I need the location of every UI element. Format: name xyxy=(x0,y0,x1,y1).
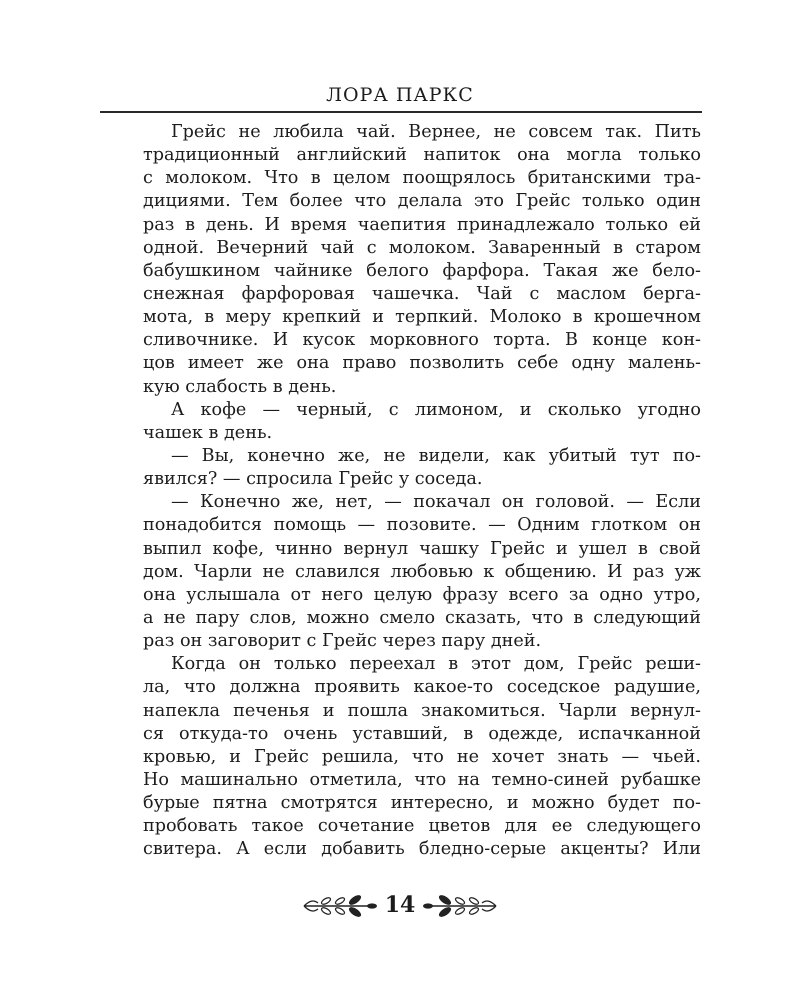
text-line: бабушкином чайнике белого фарфора. Такая же бело- xyxy=(143,260,701,281)
text-line: А кофе — черный, с лимоном, и сколько угодно xyxy=(171,399,701,420)
text-line: Но машинально отметила, что на темно-синей рубашке xyxy=(143,769,701,790)
text-line: явился? — спросила Грейс у соседа. xyxy=(143,469,483,490)
text-line: кую слабость в день. xyxy=(143,376,337,397)
text-line: — Конечно же, нет, — покачал он головой. — Если xyxy=(171,492,701,513)
text-line: — Вы, конечно же, не видели, как убитый тут по- xyxy=(171,445,701,466)
text-line: Грейс не любила чай. Вернее, не совсем так. Пить xyxy=(171,122,701,142)
running-header-author: ЛОРА ПАРКС xyxy=(326,84,474,106)
text-line: свитера. А если добавить бледно-серые акценты? Или xyxy=(143,839,701,860)
text-line: выпил кофе, чинно вернул чашку Грейс и ушел в свой xyxy=(143,538,701,559)
text-line: понадобится помощь — позовите. — Одним глотком он xyxy=(143,515,701,536)
text-line: Когда он только переехал в этот дом, Грейс реши- xyxy=(171,654,701,675)
text-line: раз в день. И время чаепития принадлежало только ей xyxy=(143,214,701,235)
text-line: напекла печенья и пошла знакомиться. Чарли вернул- xyxy=(143,700,701,721)
text-line: мота, в меру крепкий и терпкий. Молоко в крошечном xyxy=(143,307,701,328)
floral-ornament-icon xyxy=(422,895,500,917)
text-line: одной. Вечерний чай с молоком. Заваренный в старом xyxy=(143,237,701,258)
text-line: кровью, и Грейс решила, что не хочет знать — чьей. xyxy=(143,746,701,767)
text-line: сливочнике. И кусок морковного торта. В конце кон- xyxy=(143,330,701,351)
text-line: раз он заговорит с Грейс через пару дней. xyxy=(143,631,542,652)
text-line: пробовать такое сочетание цветов для ее следующего xyxy=(143,816,701,837)
text-line: она услышала от него целую фразу всего за одно утро, xyxy=(143,584,701,605)
page-footer xyxy=(300,885,500,925)
text-line: ла, что должна проявить какое-то соседское радушие, xyxy=(143,677,701,698)
header-divider xyxy=(100,111,702,113)
body-text xyxy=(143,121,701,862)
text-line: а не пару слов, можно смело сказать, что в следующий xyxy=(143,607,701,628)
text-line: дициями. Тем более что делала это Грейс только один xyxy=(143,191,701,212)
text-line: цов имеет же она право позволить себе одну малень- xyxy=(143,353,701,374)
text-line: чашек в день. xyxy=(143,422,273,443)
text-line: дом. Чарли не славился любовью к общению. И раз уж xyxy=(143,561,701,582)
text-line: ся откуда-то очень уставший, в одежде, испачканной xyxy=(143,723,701,744)
text-line: снежная фарфоровая чашечка. Чай с маслом берга- xyxy=(143,283,701,304)
page-number: 14 xyxy=(384,892,416,918)
text-line: традиционный английский напиток она могла только xyxy=(143,145,701,166)
text-line: с молоком. Что в целом поощрялось британскими тра- xyxy=(143,168,701,189)
text-line: бурые пятна смотрятся интересно, и можно будет по- xyxy=(143,793,701,814)
